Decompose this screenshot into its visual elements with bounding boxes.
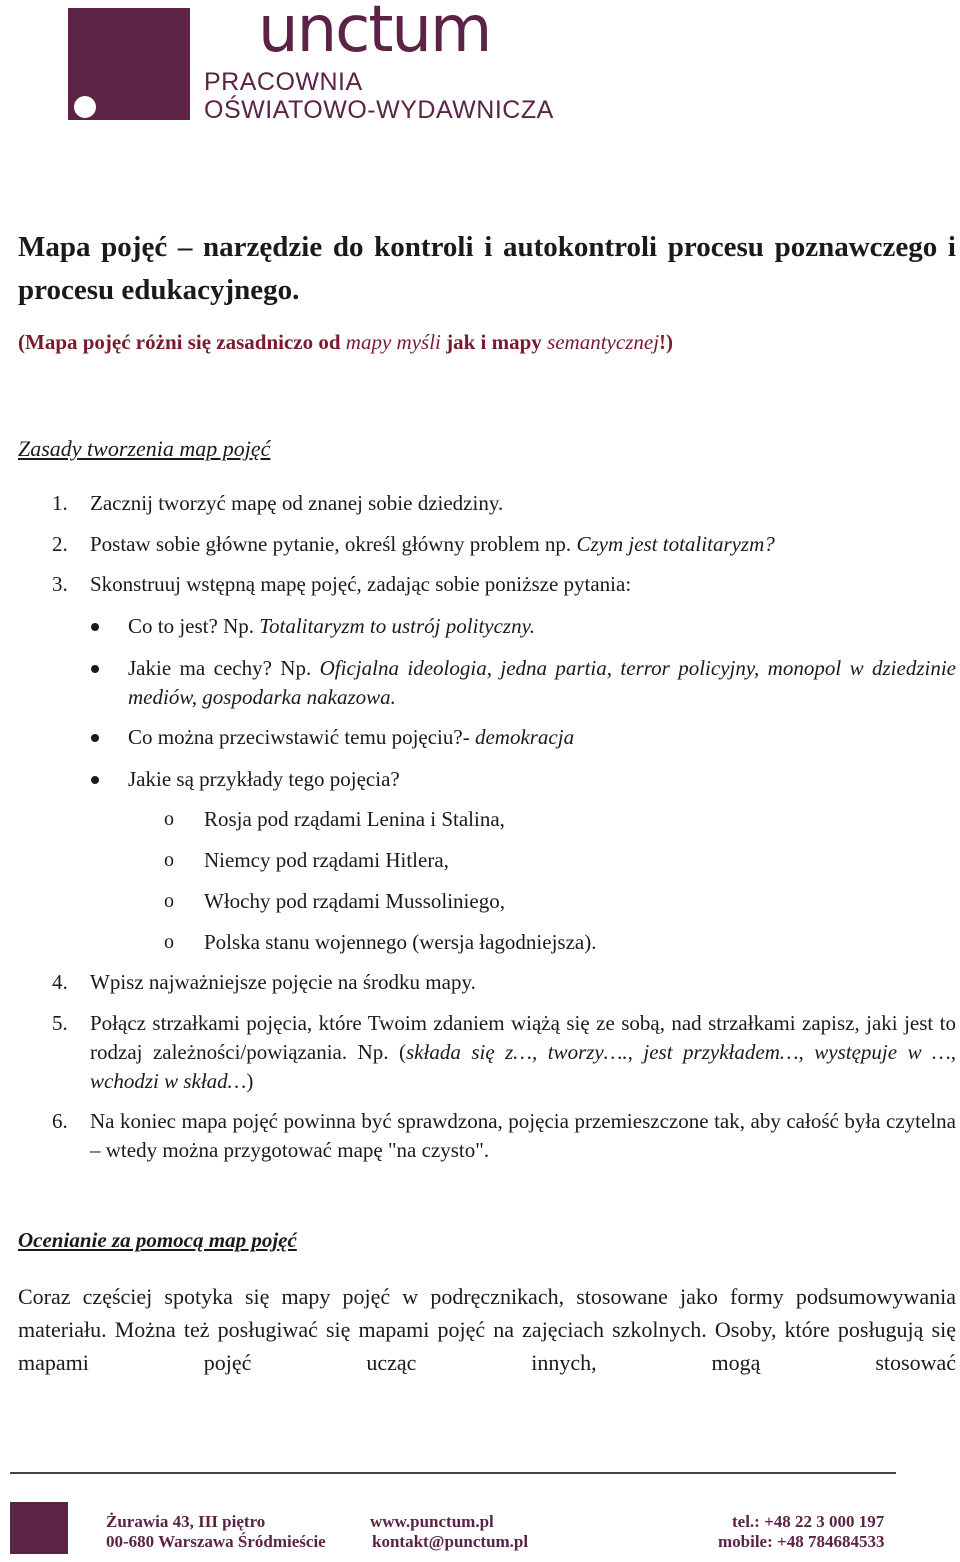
example-text: Rosja pod rządami Lenina i Stalina, (204, 807, 505, 831)
footer-address-1: Żurawia 43, III piętro (106, 1512, 266, 1531)
punctum-logo (68, 0, 628, 130)
circle-bullet-icon: o (164, 849, 174, 871)
note-part-1: (Mapa pojęć różni się zasadniczo od (18, 330, 346, 354)
list-text: Na koniec mapa pojęć powinna być sprawdzona, pojęcia przemieszczone tak, aby całość była czytelna – wtedy można przygotować mapę "na czysto". (90, 1109, 956, 1162)
question-text: Jakie są przykłady tego pojęcia? (128, 767, 400, 791)
logo-brand: unctum (258, 0, 491, 67)
list-number: 5. (52, 1011, 68, 1035)
list-text: Postaw sobie główne pytanie, określ główny problem np. Czym jest totalitaryzm? (90, 532, 775, 556)
footer-mobile: mobile: +48 784684533 (718, 1532, 885, 1551)
list-number: 3. (52, 572, 68, 596)
question-text: Jakie ma cechy? Np. Oficjalna ideologia, jedna partia, terror policyjny, monopol w dziedzinie mediów, gospodarka nakazowa. (128, 656, 956, 709)
example-text: Niemcy pod rządami Hitlera, (204, 848, 449, 872)
circle-bullet-icon: o (164, 890, 174, 912)
list-number: 4. (52, 970, 68, 994)
assessment-heading: Ocenianie za pomocą map pojęć (18, 1228, 297, 1252)
list-number: 1. (52, 491, 68, 515)
footer-phone: tel.: +48 22 3 000 197 (732, 1512, 885, 1531)
footer-divider (10, 1472, 896, 1474)
footer-website-link[interactable]: www.punctum.pl (370, 1512, 494, 1531)
question-text: Co można przeciwstawić temu pojęciu?- demokracja (128, 725, 575, 749)
circle-bullet-icon: o (164, 931, 174, 953)
footer-address-2: 00-680 Warszawa Śródmieście (106, 1532, 326, 1551)
logo-block (68, 8, 190, 120)
list-text: Połącz strzałkami pojęcia, które Twoim zdaniem wiążą się ze sobą, nad strzałkami zapisz, jaki jest to rodzaj zależności/powiązania. Np. (składa się z…, tworzy…., jest przykładem…, występuje w …, wchodzi w skład…) (90, 1011, 956, 1093)
note-part-3: !) (659, 330, 674, 354)
rules-heading: Zasady tworzenia map pojęć (18, 436, 271, 461)
list-text: Skonstruuj wstępną mapę pojęć, zadając sobie poniższe pytania: (90, 572, 632, 596)
list-number: 6. (52, 1109, 68, 1133)
footer-logo-icon (10, 1502, 68, 1554)
example-text: Polska stanu wojennego (wersja łagodniejsza). (204, 930, 597, 954)
circle-bullet-icon: o (164, 808, 174, 830)
bullet-icon (91, 776, 99, 784)
bullet-icon (91, 623, 99, 631)
note-italic-2: semantycznej (547, 330, 660, 354)
logo-line-2: OŚWIATOWO-WYDAWNICZA (204, 96, 554, 124)
footer-email-link[interactable]: kontakt@punctum.pl (372, 1532, 529, 1551)
bullet-icon (91, 734, 99, 742)
logo-dot (74, 96, 96, 118)
title-note (18, 330, 673, 355)
list-text: Zacznij tworzyć mapę od znanej sobie dziedziny. (90, 491, 504, 515)
note-italic-1: mapy myśli (345, 330, 441, 354)
assessment-paragraph: Coraz częściej spotyka się mapy pojęć w podręcznikach, stosowane jako formy podsumowywania materiału. Można też posługiwać się mapami pojęć na zajęciach szkolnych. Osoby, które posługują się mapami pojęć ucząc innych, mogą stosować (18, 1284, 956, 1375)
list-number: 2. (52, 532, 68, 556)
note-part-2: jak i mapy (440, 330, 548, 354)
list-text: Wpisz najważniejsze pojęcie na środku mapy. (90, 970, 476, 994)
example-text: Włochy pod rządami Mussoliniego, (204, 889, 505, 913)
logo-line-1: PRACOWNIA (204, 68, 363, 96)
document-title: Mapa pojęć – narzędzie do kontroli i autokontroli procesu poznawczego i procesu edukacyjnego. (18, 231, 956, 306)
question-text: Co to jest? Np. Totalitaryzm to ustrój polityczny. (128, 614, 535, 638)
bullet-icon (91, 665, 99, 673)
